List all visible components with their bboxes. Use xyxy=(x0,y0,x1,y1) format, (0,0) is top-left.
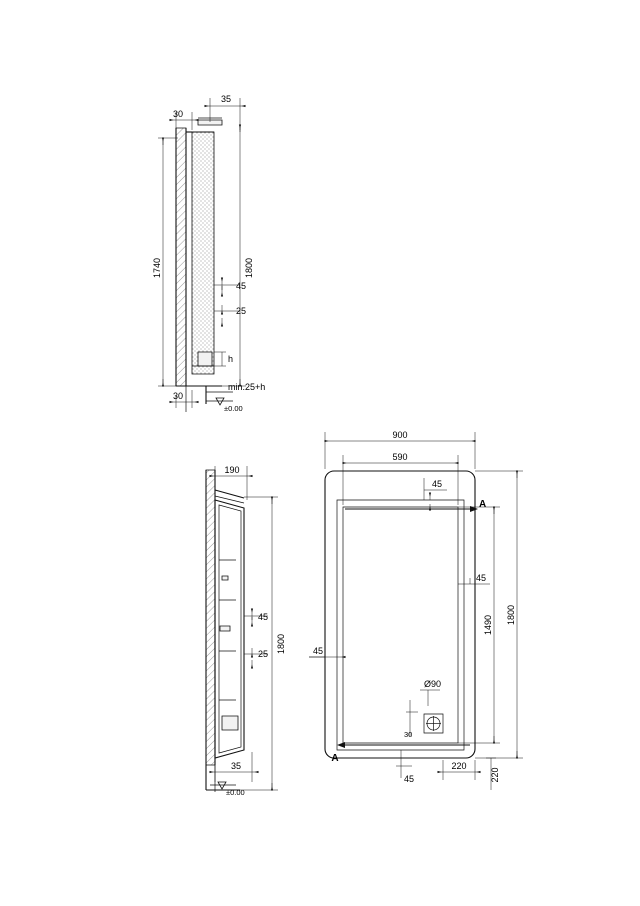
view-plan xyxy=(309,430,523,790)
fitting-b-lower xyxy=(220,626,230,631)
fitting-a-lower xyxy=(222,576,228,580)
dim-lower-190: 190 xyxy=(224,465,240,475)
dim-lower-35: 35 xyxy=(230,761,242,771)
dim-plan-220-vertical: 220 xyxy=(490,767,500,783)
outlet-box-upper xyxy=(198,352,212,366)
datum-label-lower: ±0.00 xyxy=(226,788,245,797)
dim-lower-25: 25 xyxy=(258,649,269,659)
section-marker-a-top: A xyxy=(479,499,487,510)
panel-body-upper xyxy=(192,132,214,374)
dim-lower-45: 45 xyxy=(258,612,269,622)
tray-outline xyxy=(325,471,475,758)
wall-hatch-lower xyxy=(206,470,215,765)
dim-upper-30-bottom: 30 xyxy=(172,391,184,401)
view-upper-section xyxy=(152,94,265,413)
view-lower-section xyxy=(206,465,286,797)
dim-plan-45-left: 45 xyxy=(313,646,324,656)
dim-upper-45: 45 xyxy=(236,281,247,291)
outlet-box-lower xyxy=(222,716,238,730)
dim-min25h: min.25+h xyxy=(228,382,266,392)
datum-symbol-lower xyxy=(218,782,226,789)
dim-plan-1490: 1490 xyxy=(483,614,493,636)
dim-upper-25: 25 xyxy=(236,306,247,316)
dim-plan-30: 30 xyxy=(404,730,413,739)
dim-upper-h: h xyxy=(228,354,234,364)
tray-inner-rim xyxy=(337,500,464,750)
dim-lower-1800: 1800 xyxy=(276,633,286,655)
datum-symbol-upper xyxy=(216,398,224,405)
datum-label-upper: ±0.00 xyxy=(224,404,243,413)
dim-plan-diameter-90: Ø90 xyxy=(424,679,442,689)
dim-upper-35: 35 xyxy=(220,94,232,104)
section-marker-a-bottom: A xyxy=(331,753,339,764)
dim-plan-220: 220 xyxy=(451,761,467,771)
dim-plan-45-bottom: 45 xyxy=(404,774,415,784)
dim-upper-1800: 1800 xyxy=(244,257,254,279)
dim-plan-45-top: 45 xyxy=(432,479,443,489)
dim-upper-1740: 1740 xyxy=(152,257,162,279)
dim-upper-30-top: 30 xyxy=(172,109,184,119)
dim-plan-45-inner: 45 xyxy=(476,573,487,583)
wall-hatch-upper xyxy=(176,128,186,386)
dim-plan-1800: 1800 xyxy=(506,604,516,626)
dim-plan-590: 590 xyxy=(392,452,408,462)
dim-plan-900: 900 xyxy=(392,430,408,440)
tray-inner-floor xyxy=(343,507,458,743)
